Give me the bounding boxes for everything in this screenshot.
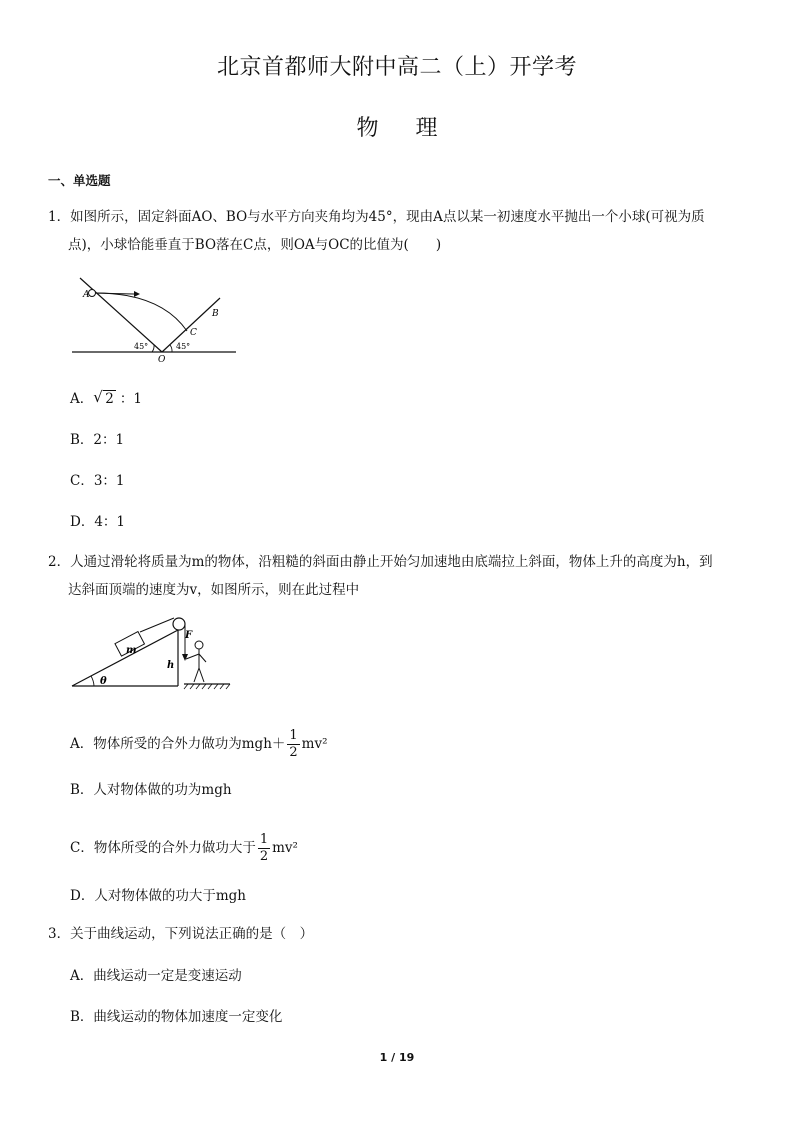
question-2-line1: 2．人通过滑轮将质量为m的物体，沿粗糙的斜面由静止开始匀加速地由底端拉上斜面，物体上升的高度为h，到 [48, 554, 713, 570]
sqrt-symbol: √ 2 [93, 388, 114, 407]
ground-hatching [184, 684, 230, 689]
q1-option-a-prefix: A． [70, 391, 94, 407]
label-b: B [212, 309, 219, 319]
label-h: h [167, 660, 175, 671]
q3-option-b[interactable]: B．曲线运动的物体加速度一定变化 [70, 1009, 283, 1025]
question-3-line1: 3．关于曲线运动，下列说法正确的是（ ） [48, 926, 314, 942]
q2-option-d[interactable]: D．人对物体做的功大于mgh [70, 888, 246, 904]
angle-arc-left [152, 345, 154, 352]
pulley [173, 618, 185, 630]
q2-option-c[interactable] [70, 832, 298, 865]
person-leg-left [194, 668, 199, 682]
label-m: m [126, 645, 137, 656]
person-leg-right [199, 668, 204, 682]
question-1-line1: 1．如图所示，固定斜面AO、BO与水平方向夹角均为45°，现由A点以某一初速度水平抛出一个小球(可视为质 [48, 209, 705, 225]
sqrt-radicand: 2 [105, 391, 114, 407]
trajectory [92, 293, 187, 331]
velocity-arrowhead [134, 291, 140, 297]
q3-option-a[interactable]: A．曲线运动一定是变速运动 [70, 968, 242, 984]
q2-option-a-tail: mv² [301, 736, 328, 752]
page-number: 1 / 19 [379, 1051, 415, 1064]
subject-heading: 物 理 [356, 116, 438, 141]
label-angle-left: 45° [134, 342, 149, 351]
angle-arc-right [170, 345, 172, 352]
question-1-line2: 点)，小球恰能垂直于BO落在C点，则OA与OC的比值为( ) [68, 237, 442, 253]
q1-option-b[interactable]: B．2：1 [70, 432, 125, 448]
fraction-numerator: 1 [289, 728, 298, 743]
q1-option-a[interactable] [70, 389, 142, 409]
rope-incline [140, 618, 174, 632]
label-theta: θ [100, 676, 107, 687]
document-title: 北京首都师大附中高二（上）开学考 [216, 55, 577, 80]
q2-option-a[interactable] [70, 728, 328, 761]
question-2 [48, 548, 748, 604]
q2-option-c-tail: mv² [272, 840, 298, 856]
label-a: A [83, 290, 90, 300]
section-heading: 一、单选题 [48, 173, 111, 188]
label-angle-right: 45° [176, 342, 191, 351]
q2-option-b[interactable]: B．人对物体做的功为mgh [70, 782, 232, 798]
fraction-half [287, 728, 299, 761]
q1-option-a-rest: ：1 [119, 391, 142, 407]
question-3 [48, 920, 748, 948]
q2-option-a-text: A．物体所受的合外力做功为mgh＋ [70, 736, 286, 752]
slope-bo [162, 298, 220, 352]
person-arm [186, 654, 199, 659]
label-f: F [185, 630, 193, 641]
question-2-line2: 达斜面顶端的速度为v，如图所示，则在此过程中 [68, 582, 360, 598]
fraction-numerator: 1 [259, 832, 269, 847]
theta-arc [91, 676, 94, 686]
q1-option-d[interactable]: D．4：1 [70, 514, 126, 530]
label-o: O [158, 355, 166, 364]
label-c: C [190, 328, 197, 338]
fraction-denominator: 2 [259, 849, 269, 864]
person-arm-right [199, 654, 206, 662]
question-2-figure [70, 616, 236, 692]
fraction-denominator: 2 [289, 745, 298, 760]
q2-option-c-text: C．物体所受的合外力做功大于 [70, 840, 256, 856]
person-head [195, 641, 203, 649]
question-1-figure [70, 272, 242, 364]
q1-option-c[interactable]: C．3：1 [70, 473, 125, 489]
fraction-half [258, 832, 270, 865]
question-1 [48, 203, 748, 259]
force-arrowhead [182, 654, 188, 661]
ball [89, 290, 96, 297]
